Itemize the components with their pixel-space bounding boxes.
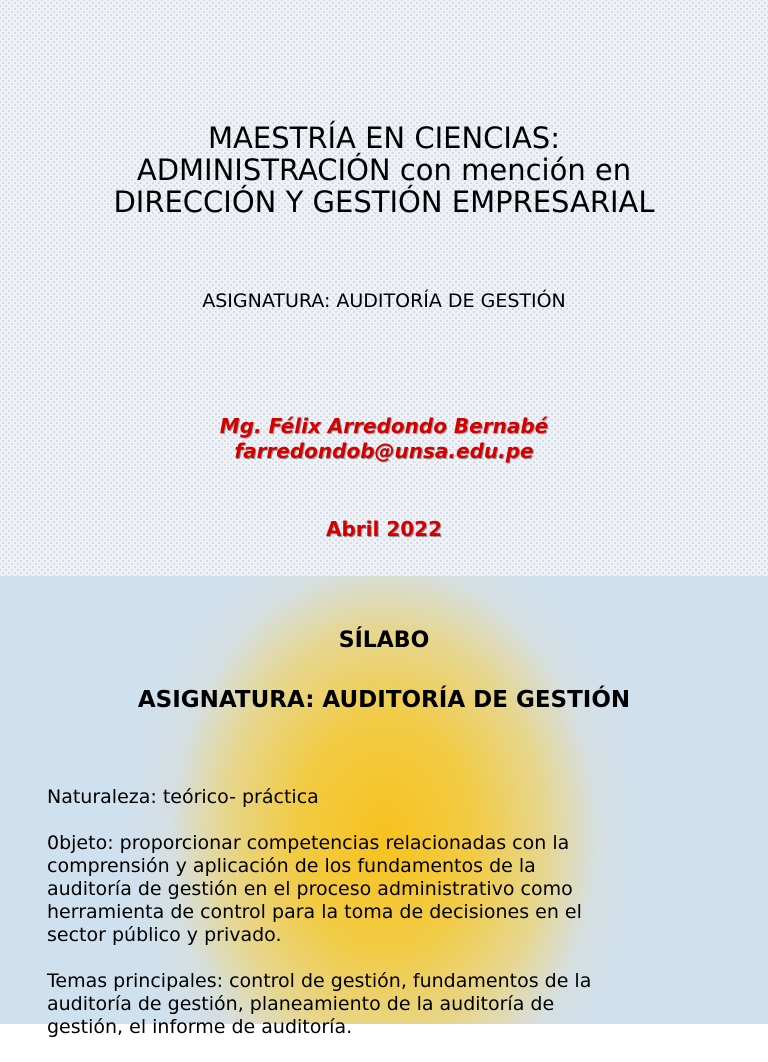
author-block xyxy=(40,414,728,464)
objective-paragraph: 0bjeto: proporcionar competencias relacionadas con la comprensión y aplicación de los fundamentos de la auditoría de gestión en el proceso administrativo como herramienta de control para la toma de decisiones en el sector público y privado. xyxy=(47,832,582,946)
presentation-date: Abril 2022 xyxy=(326,517,442,541)
syllabus-body xyxy=(47,786,737,1062)
syllabus-heading: SÍLABO xyxy=(338,628,430,653)
syllabus-subject: ASIGNATURA: AUDITORÍA DE GESTIÓN xyxy=(137,687,631,713)
course-subject: ASIGNATURA: AUDITORÍA DE GESTIÓN xyxy=(202,290,566,312)
author-name: Mg. Félix Arredondo Bernabé xyxy=(219,414,549,438)
program-title: MAESTRÍA EN CIENCIAS: ADMINISTRACIÓN con mención en DIRECCIÓN Y GESTIÓN EMPRESARIAL xyxy=(113,121,655,219)
syllabus-slide xyxy=(0,576,768,1038)
nature-paragraph: Naturaleza: teórico- práctica xyxy=(47,786,319,808)
topics-paragraph: Temas principales: control de gestión, fundamentos de la auditoría de gestión, planeamiento de la auditoría de gestión, el informe de auditoría. xyxy=(47,970,592,1038)
author-email: farredondob@unsa.edu.pe xyxy=(234,439,534,463)
